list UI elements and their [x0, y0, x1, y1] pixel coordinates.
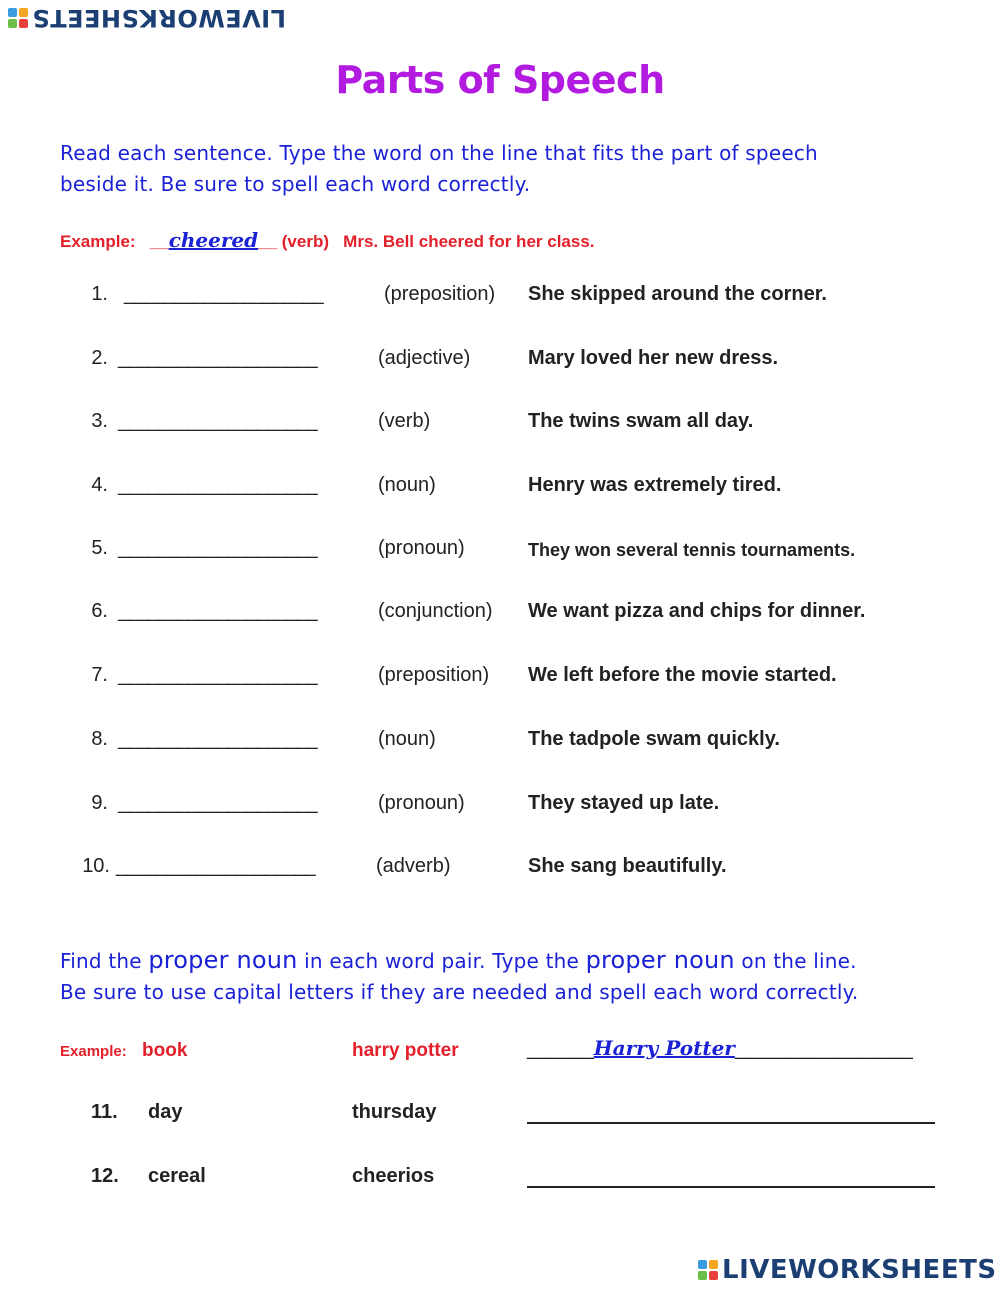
example-answer-line [527, 1036, 913, 1061]
example-blank-after: __ [258, 232, 278, 251]
part-of-speech: (noun) [378, 728, 436, 750]
answer-blank[interactable]: ____________________ [118, 792, 317, 814]
answer-line[interactable] [527, 1186, 935, 1188]
example-label: Example: [60, 232, 136, 251]
sentence: They won several tennis tournaments. [528, 540, 856, 560]
answer-blank[interactable]: ____________________ [118, 537, 317, 559]
page-title: Parts of Speech [335, 58, 665, 102]
part-of-speech: (verb) [378, 410, 431, 432]
brand-name: LIVEWORKSHEETS [722, 1255, 997, 1285]
answer-blank[interactable]: ____________________ [118, 728, 317, 750]
question-row [0, 728, 1000, 758]
sentence: They stayed up late. [528, 792, 720, 814]
instruction-line-2: beside it. Be sure to spell each word correctly. [60, 172, 531, 196]
example-label: Example: [60, 1043, 127, 1060]
question-number: 4. [91, 474, 108, 496]
question-number: 9. [91, 792, 108, 814]
question-number: 7. [91, 664, 108, 686]
question-row [0, 283, 1000, 313]
question-row [0, 347, 1000, 377]
question-number: 5. [91, 537, 108, 559]
instruction-text: on the line. [734, 949, 857, 973]
question-row [0, 410, 1000, 440]
sentence: Mary loved her new dress. [528, 347, 779, 369]
question-row [0, 600, 1000, 630]
proper-noun-example-label [60, 1043, 127, 1061]
question-number: 1. [91, 283, 108, 305]
instruction-line-3 [60, 946, 857, 974]
answer-blank[interactable]: ____________________ [118, 410, 317, 432]
part-of-speech: (adjective) [378, 347, 471, 369]
question-number: 10. [82, 855, 110, 877]
word-choice-2: cheerios [352, 1165, 435, 1187]
sentence: She skipped around the corner. [528, 283, 827, 305]
sentence: We want pizza and chips for dinner. [528, 600, 866, 622]
part-of-speech: (pronoun) [378, 792, 465, 814]
question-number: 11. [91, 1101, 118, 1123]
question-number: 6. [91, 600, 108, 622]
part-of-speech: (pronoun) [378, 537, 465, 559]
instruction-emphasis: proper noun [148, 946, 298, 974]
example-word2: harry potter [352, 1040, 459, 1061]
part-of-speech: (conjunction) [378, 600, 493, 622]
instruction-text: Find the [60, 949, 149, 973]
question-number: 2. [91, 347, 108, 369]
logo-blocks-icon [8, 8, 28, 28]
answer-blank[interactable]: ____________________ [118, 474, 317, 496]
part-of-speech: (noun) [378, 474, 436, 496]
question-row [0, 855, 1000, 885]
answer-blank[interactable]: ____________________ [118, 664, 317, 686]
instruction-emphasis: proper noun [585, 946, 735, 974]
answer-blank[interactable]: ____________________ [116, 855, 315, 877]
example-blank-after: ________________ [734, 1038, 913, 1060]
answer-blank[interactable]: ____________________ [124, 283, 323, 305]
instruction-line-1: Read each sentence. Type the word on the line that fits the part of speech [60, 141, 818, 165]
part-of-speech: (preposition) [378, 664, 490, 686]
question-row [0, 664, 1000, 694]
example-word1: book [142, 1040, 188, 1061]
example-row [60, 228, 595, 252]
logo-top [8, 4, 286, 32]
part-of-speech: (adverb) [376, 855, 451, 877]
sentence: Henry was extremely tired. [528, 474, 782, 496]
example-pos: (verb) [281, 232, 329, 251]
question-number: 12. [91, 1165, 119, 1187]
sentence: She sang beautifully. [528, 855, 727, 877]
question-number: 3. [91, 410, 108, 432]
question-row [0, 474, 1000, 504]
logo-blocks-icon [698, 1260, 718, 1280]
sentence: The tadpole swam quickly. [528, 728, 780, 750]
answer-blank[interactable]: ____________________ [118, 600, 317, 622]
word-choice-2: thursday [352, 1101, 437, 1123]
example-answer: Harry Potter [593, 1036, 735, 1060]
sentence: The twins swam all day. [528, 410, 754, 432]
sentence: We left before the movie started. [528, 664, 837, 686]
example-blank-before: __ [149, 232, 169, 251]
question-row [0, 792, 1000, 822]
example-answer: cheered [168, 228, 259, 252]
word-choice-1: cereal [148, 1165, 206, 1187]
answer-line[interactable] [527, 1122, 935, 1124]
logo-bottom [698, 1255, 997, 1285]
question-number: 8. [91, 728, 108, 750]
example-sentence: Mrs. Bell cheered for her class. [343, 232, 595, 251]
brand-name: LIVEWORKSHEETS [32, 4, 286, 32]
instruction-text: in each word pair. Type the [297, 949, 586, 973]
part-of-speech: (preposition) [384, 283, 496, 305]
instruction-line-4: Be sure to use capital letters if they are needed and spell each word correctly. [60, 980, 859, 1004]
word-choice-1: day [148, 1101, 183, 1123]
example-blank-before: ______ [527, 1038, 594, 1060]
answer-blank[interactable]: ____________________ [118, 347, 317, 369]
question-row [0, 537, 1000, 567]
